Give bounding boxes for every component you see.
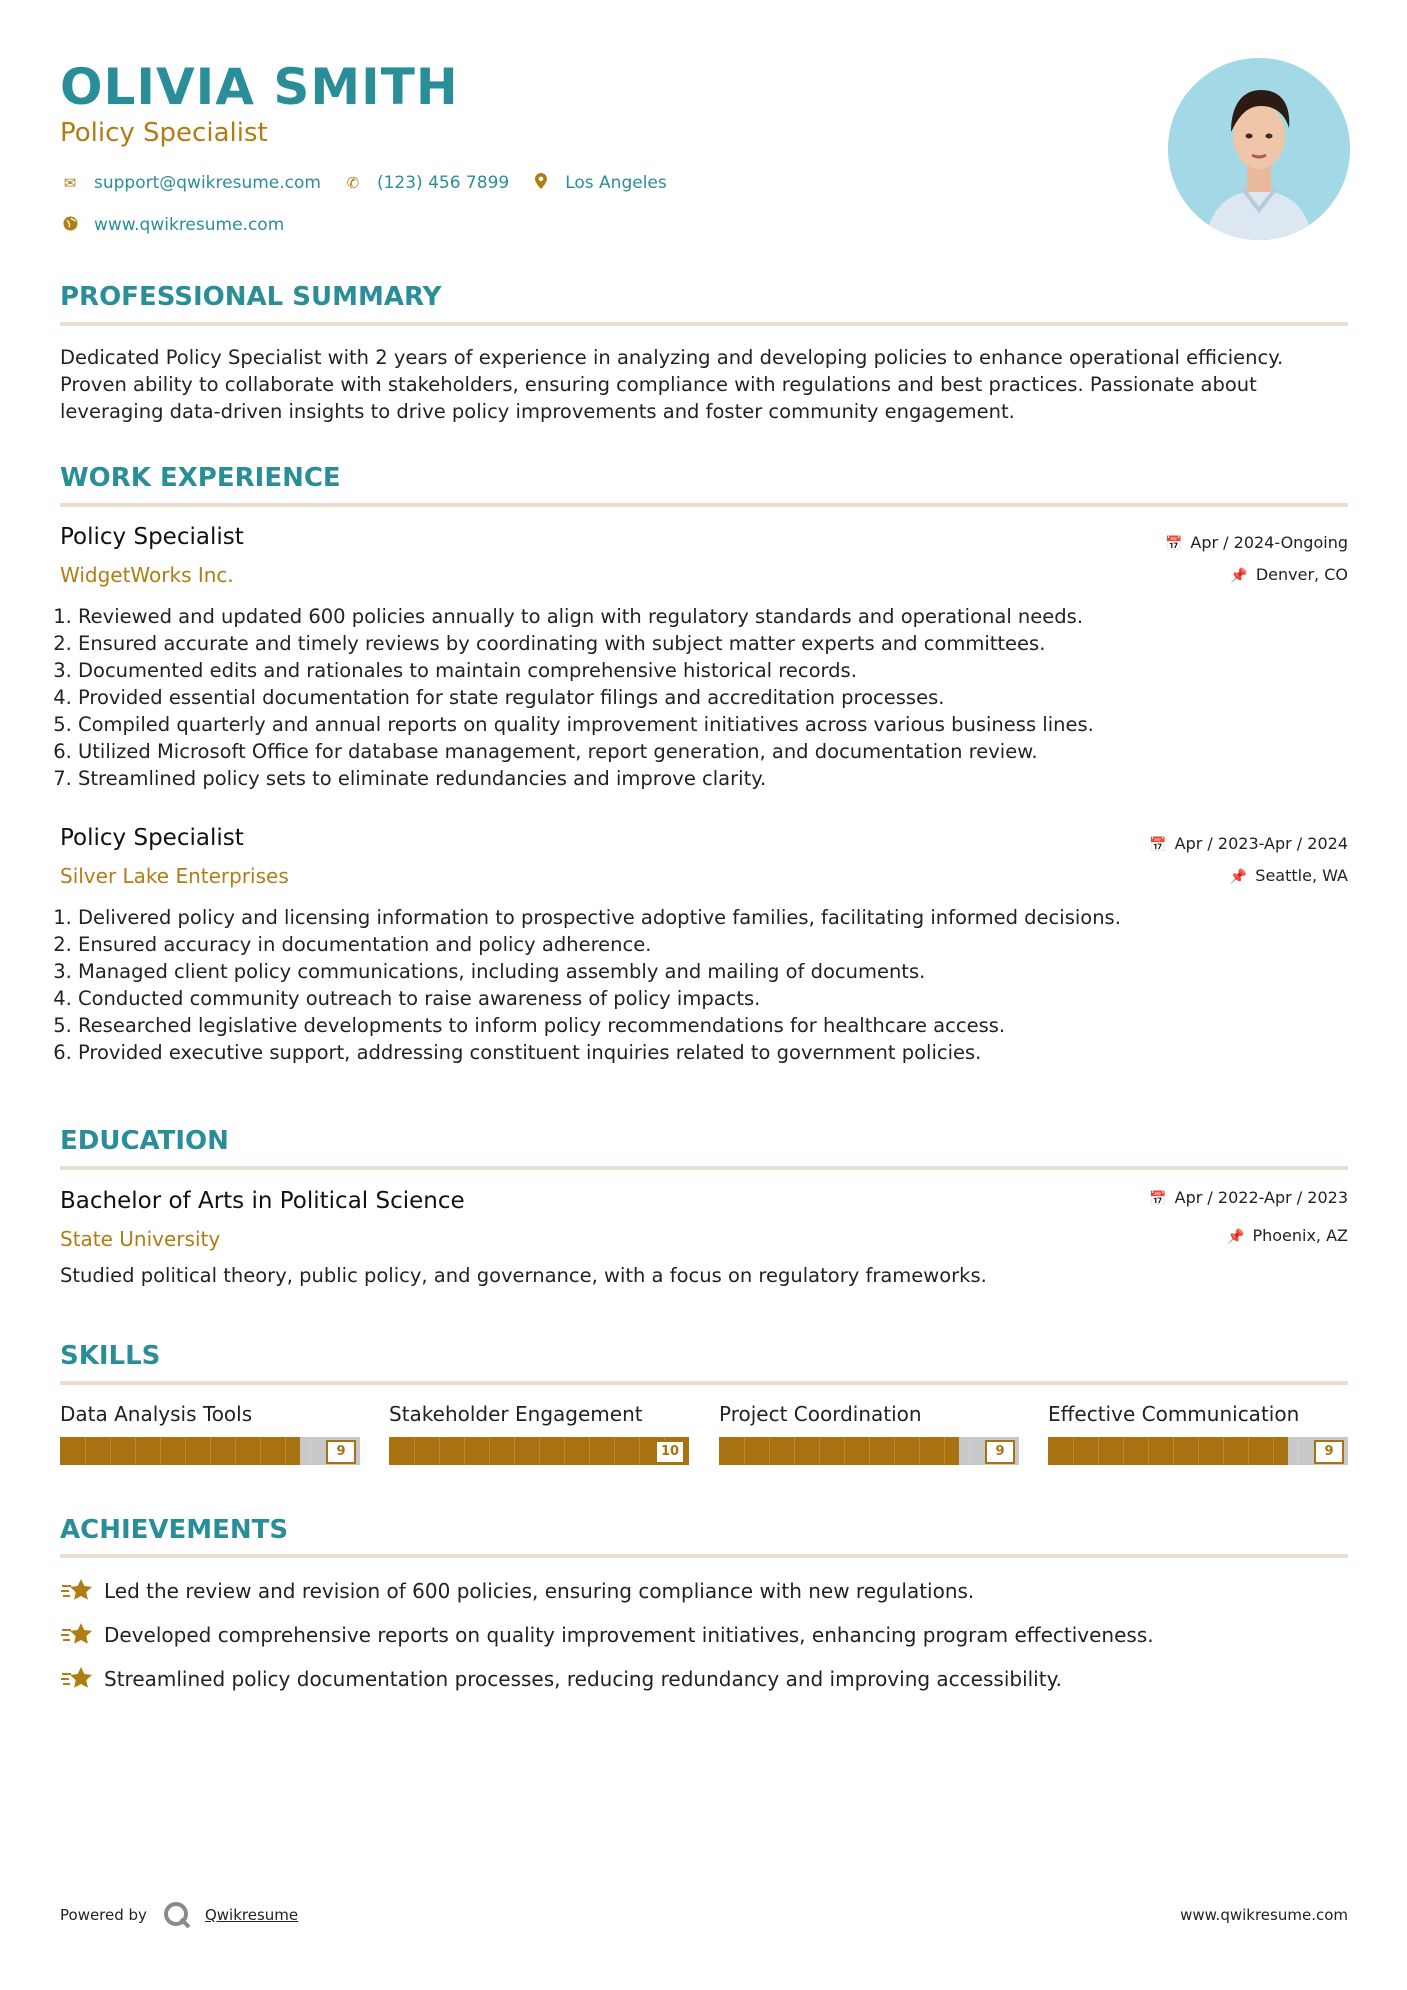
list-item: 2. Ensured accurate and timely reviews by coordinating with subject matter experts and committees. (78, 630, 1094, 657)
job-company: Silver Lake Enterprises (60, 864, 289, 888)
achievement-text: Streamlined policy documentation processes, reducing redundancy and improving accessibility. (104, 1667, 1062, 1691)
envelope-icon: ✉ (63, 174, 77, 192)
skill-bar-segment (1298, 1437, 1299, 1465)
list-item: 4. Conducted community outreach to raise awareness of policy impacts. (78, 985, 1121, 1012)
skill-bar-segment (894, 1437, 895, 1465)
skill-bar-segment (944, 1437, 945, 1465)
education-description: Studied political theory, public policy, and governance, with a focus on regulatory frameworks. (60, 1264, 987, 1287)
skill-bar-segment (794, 1437, 795, 1465)
star-icon (60, 1577, 94, 1605)
brand-link[interactable]: Qwikresume (204, 1906, 299, 1924)
job-role: Policy Specialist (60, 825, 244, 851)
skill-bar-segment (310, 1437, 311, 1465)
list-item: 5. Compiled quarterly and annual reports on quality improvement initiatives across various business lines. (78, 711, 1094, 738)
candidate-name: OLIVIA SMITH (60, 58, 459, 116)
calendar-icon: 📅 (1149, 837, 1167, 853)
email-link[interactable]: support@qwikresume.com (94, 173, 321, 193)
pin-icon: 📌 (1229, 869, 1248, 885)
skill-bar-segment (1073, 1437, 1074, 1465)
skill-name: Stakeholder Engagement (389, 1402, 643, 1426)
skill-bar-segment (85, 1437, 86, 1465)
summary-divider (60, 322, 1348, 326)
skill-bar (719, 1437, 1019, 1465)
skill-bar-segment (1198, 1437, 1199, 1465)
summary-heading: PROFESSIONAL SUMMARY (60, 282, 442, 312)
skills-heading: SKILLS (60, 1341, 161, 1371)
skill-bar-segment (1223, 1437, 1224, 1465)
phone-text: (123) 456 7899 (376, 173, 510, 193)
footer-powered (60, 1899, 298, 1931)
star-icon (60, 1621, 94, 1649)
list-item: 1. Delivered policy and licensing information to prospective adoptive families, facilitating informed decisions. (78, 904, 1121, 931)
achievement-text: Developed comprehensive reports on quality improvement initiatives, enhancing program effectiveness. (104, 1623, 1154, 1647)
job-dates-text: Apr / 2024-Ongoing (1190, 533, 1348, 552)
skill-item (60, 1402, 360, 1459)
skill-bar-segment (260, 1437, 261, 1465)
star-icon (60, 1665, 94, 1693)
education-dates (1149, 1188, 1348, 1207)
experience-heading: WORK EXPERIENCE (60, 463, 341, 493)
skill-bar-segment (869, 1437, 870, 1465)
skill-bar-segment (1098, 1437, 1099, 1465)
achievement-item (60, 1621, 1154, 1649)
list-item: 5. Researched legislative developments to inform policy recommendations for healthcare access. (78, 1012, 1121, 1039)
skill-bar (389, 1437, 689, 1465)
skill-bar-segment (185, 1437, 186, 1465)
list-item: 6. Provided executive support, addressing constituent inquiries related to government policies. (78, 1039, 1121, 1066)
skill-item (389, 1402, 689, 1459)
skill-bar-segment (819, 1437, 820, 1465)
education-heading: EDUCATION (60, 1126, 229, 1156)
skill-bar-segment (160, 1437, 161, 1465)
skill-name: Project Coordination (719, 1402, 922, 1426)
skill-bar-fill (719, 1437, 959, 1465)
skill-bar-segment (285, 1437, 286, 1465)
location-text: Los Angeles (565, 173, 667, 193)
education-dates-text: Apr / 2022-Apr / 2023 (1174, 1188, 1348, 1207)
list-item: 3. Managed client policy communications, including assembly and mailing of documents. (78, 958, 1121, 985)
skill-bar-fill (60, 1437, 300, 1465)
list-item: 3. Documented edits and rationales to maintain comprehensive historical records. (78, 657, 1094, 684)
skill-item (719, 1402, 1019, 1459)
achievement-item (60, 1665, 1062, 1693)
pin-icon: 📌 (1227, 1229, 1245, 1245)
job-company: WidgetWorks Inc. (60, 563, 234, 587)
education-school: State University (60, 1227, 221, 1251)
education-divider (60, 1166, 1348, 1170)
skill-name: Data Analysis Tools (60, 1402, 253, 1426)
qwikresume-logo-icon (161, 1899, 193, 1931)
skill-bar-fill (1048, 1437, 1288, 1465)
calendar-icon: 📅 (1164, 536, 1183, 552)
phone-icon: ✆ (346, 174, 360, 192)
list-item: 7. Streamlined policy sets to eliminate redundancies and improve clarity. (78, 765, 1094, 792)
website-row (60, 215, 306, 235)
job-role: Policy Specialist (60, 524, 244, 550)
skill-name: Effective Communication (1048, 1402, 1300, 1426)
list-item: 4. Provided essential documentation for state regulator filings and accreditation processes. (78, 684, 1094, 711)
skill-bar-segment (564, 1437, 565, 1465)
calendar-icon: 📅 (1149, 1191, 1167, 1207)
skill-bar-segment (489, 1437, 490, 1465)
job-location (1230, 866, 1348, 885)
footer-site-link[interactable]: www.qwikresume.com (1180, 1906, 1348, 1924)
website-link[interactable]: www.qwikresume.com (94, 215, 285, 235)
skill-bar-segment (844, 1437, 845, 1465)
education-location-text: Phoenix, AZ (1252, 1226, 1348, 1245)
skill-score: 9 (1314, 1440, 1344, 1464)
candidate-title: Policy Specialist (60, 118, 268, 148)
map-pin-icon (531, 173, 551, 193)
skill-bar-segment (514, 1437, 515, 1465)
skill-score: 9 (985, 1440, 1015, 1464)
skill-score: 10 (655, 1440, 685, 1464)
skill-bar-segment (210, 1437, 211, 1465)
job-bullets (54, 603, 1094, 792)
skill-bar-segment (439, 1437, 440, 1465)
skill-bar-segment (969, 1437, 970, 1465)
skill-bar (1048, 1437, 1348, 1465)
job-location-text: Denver, CO (1255, 565, 1348, 584)
skill-bar-segment (539, 1437, 540, 1465)
achievement-text: Led the review and revision of 600 policies, ensuring compliance with new regulations. (104, 1579, 975, 1603)
job-dates (1165, 533, 1348, 552)
skill-bar-segment (135, 1437, 136, 1465)
globe-icon (60, 216, 80, 235)
education-location (1227, 1226, 1348, 1245)
skills-divider (60, 1381, 1348, 1385)
summary-text: Dedicated Policy Specialist with 2 years of experience in analyzing and developing policies to enhance operational efficiency. Proven ability to collaborate with stakeholders, ensuring compliance with regulations and best practices. Passionate about leveraging data-driven insights to drive policy improvements and foster community engagement. (60, 346, 1284, 423)
job-bullets (54, 904, 1121, 1066)
education-degree: Bachelor of Arts in Political Science (60, 1188, 465, 1214)
skill-bar-segment (1273, 1437, 1274, 1465)
list-item: 6. Utilized Microsoft Office for database management, report generation, and documentation review. (78, 738, 1094, 765)
skill-bar-segment (414, 1437, 415, 1465)
skill-bar-segment (589, 1437, 590, 1465)
list-item: 2. Ensured accuracy in documentation and policy adherence. (78, 931, 1121, 958)
job-dates (1149, 834, 1348, 853)
skill-score: 9 (326, 1440, 356, 1464)
skill-bar-segment (744, 1437, 745, 1465)
skill-bar (60, 1437, 360, 1465)
skill-bar-segment (1148, 1437, 1149, 1465)
skill-bar-segment (1248, 1437, 1249, 1465)
job-location-text: Seattle, WA (1255, 866, 1348, 885)
skill-bar-segment (235, 1437, 236, 1465)
skill-bar-segment (639, 1437, 640, 1465)
achievement-item (60, 1577, 974, 1605)
skill-bar-segment (614, 1437, 615, 1465)
skill-bar-segment (769, 1437, 770, 1465)
profile-photo (1168, 58, 1350, 240)
achievements-heading: ACHIEVEMENTS (60, 1515, 289, 1545)
contact-row (60, 173, 689, 193)
job-location (1230, 565, 1348, 584)
skill-bar-segment (919, 1437, 920, 1465)
achievements-divider (60, 1554, 1348, 1558)
pin-icon: 📌 (1230, 568, 1248, 584)
skill-bar-segment (464, 1437, 465, 1465)
experience-divider (60, 503, 1348, 507)
skill-item (1048, 1402, 1348, 1459)
list-item: 1. Reviewed and updated 600 policies annually to align with regulatory standards and operational needs. (78, 603, 1094, 630)
job-dates-text: Apr / 2023-Apr / 2024 (1174, 834, 1348, 853)
skill-bar-segment (1123, 1437, 1124, 1465)
skill-bar-segment (110, 1437, 111, 1465)
powered-by-text: Powered by (60, 1906, 147, 1924)
skill-bar-segment (1173, 1437, 1174, 1465)
